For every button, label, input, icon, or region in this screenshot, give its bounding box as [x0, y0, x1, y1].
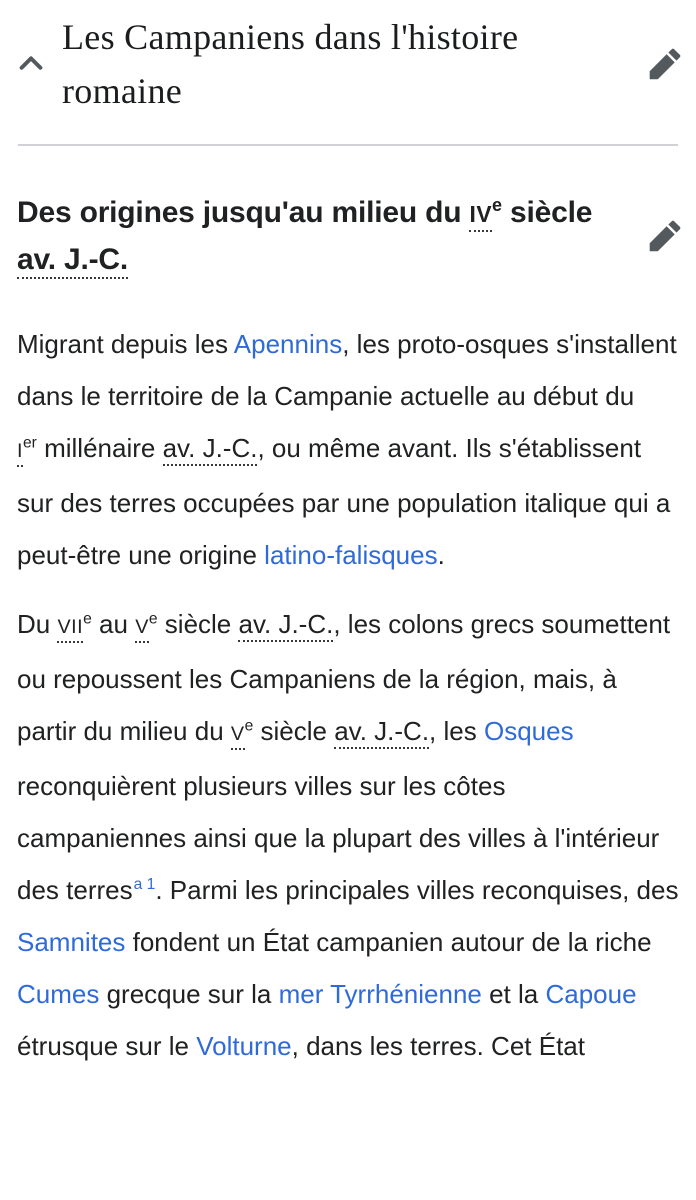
- wiki-link[interactable]: Osques: [483, 716, 574, 746]
- paragraph-1: Migrant depuis les Apennins, les proto-osques s'installent dans le territoire de la Campanie actuelle au début du Ier millénaire av. J.-C., ou même avant. Ils s'établissent sur des terres occupées par une population italique qui a peut-être une origine latino-falisques.: [17, 329, 677, 570]
- wiki-link[interactable]: Samnites: [17, 927, 126, 957]
- wiki-link[interactable]: latino-falisques: [264, 540, 438, 570]
- article-body: [0, 318, 696, 1072]
- section-collapse-button[interactable]: [16, 49, 54, 79]
- wiki-link[interactable]: Capoue: [545, 979, 637, 1009]
- abbreviation: av. J.-C.: [163, 433, 258, 466]
- reference-link[interactable]: a: [133, 876, 143, 894]
- reference-superscript: [134, 876, 156, 893]
- section-divider: [18, 144, 678, 146]
- reference-link[interactable]: 1: [146, 876, 156, 894]
- wiki-link[interactable]: mer Tyrrhénienne: [278, 979, 482, 1009]
- subsection-header: [0, 190, 696, 282]
- roman-numeral: VIIe: [57, 609, 91, 639]
- chevron-up-icon: [16, 49, 46, 79]
- abbreviation: av. J.-C.: [334, 716, 429, 749]
- roman-numeral: Ve: [135, 609, 157, 639]
- wiki-link[interactable]: Apennins: [233, 329, 343, 359]
- pencil-icon: [648, 47, 682, 81]
- pencil-icon: [648, 219, 682, 253]
- roman-numeral: Ve: [231, 716, 253, 746]
- roman-numeral: Ier: [17, 433, 37, 463]
- subsection-edit-button[interactable]: [648, 219, 682, 253]
- wiki-link[interactable]: Volturne: [196, 1031, 292, 1061]
- paragraph-2: Du VIIe au Ve siècle av. J.-C., les colons grecs soumettent ou repoussent les Campaniens de la région, mais, à partir du milieu du Ve siècle av. J.-C., les Osques reconquièrent plusieurs villes sur les côtes campaniennes ainsi que la plupart des villes à l'intérieur des terres$^{a 1}$. Parmi les principales villes reconquises, des Samnites fondent un État campanien autour de la riche Cumes grecque sur la mer Tyrrhénienne et la Capoue étrusque sur le Volturne, dans les terres. Cet État: [17, 609, 679, 1061]
- section-header: [0, 0, 696, 118]
- wiki-link[interactable]: Cumes: [17, 979, 100, 1009]
- section-edit-button[interactable]: [648, 47, 682, 81]
- section-title: Les Campaniens dans l'histoire romaine: [62, 17, 519, 111]
- roman-numeral: IVe: [469, 196, 501, 229]
- abbreviation: av. J.-C.: [238, 609, 333, 642]
- subsection-title: Des origines jusqu'au milieu du IVe siècle av. J.-C.: [17, 190, 640, 282]
- abbreviation: av. J.-C.: [17, 243, 128, 279]
